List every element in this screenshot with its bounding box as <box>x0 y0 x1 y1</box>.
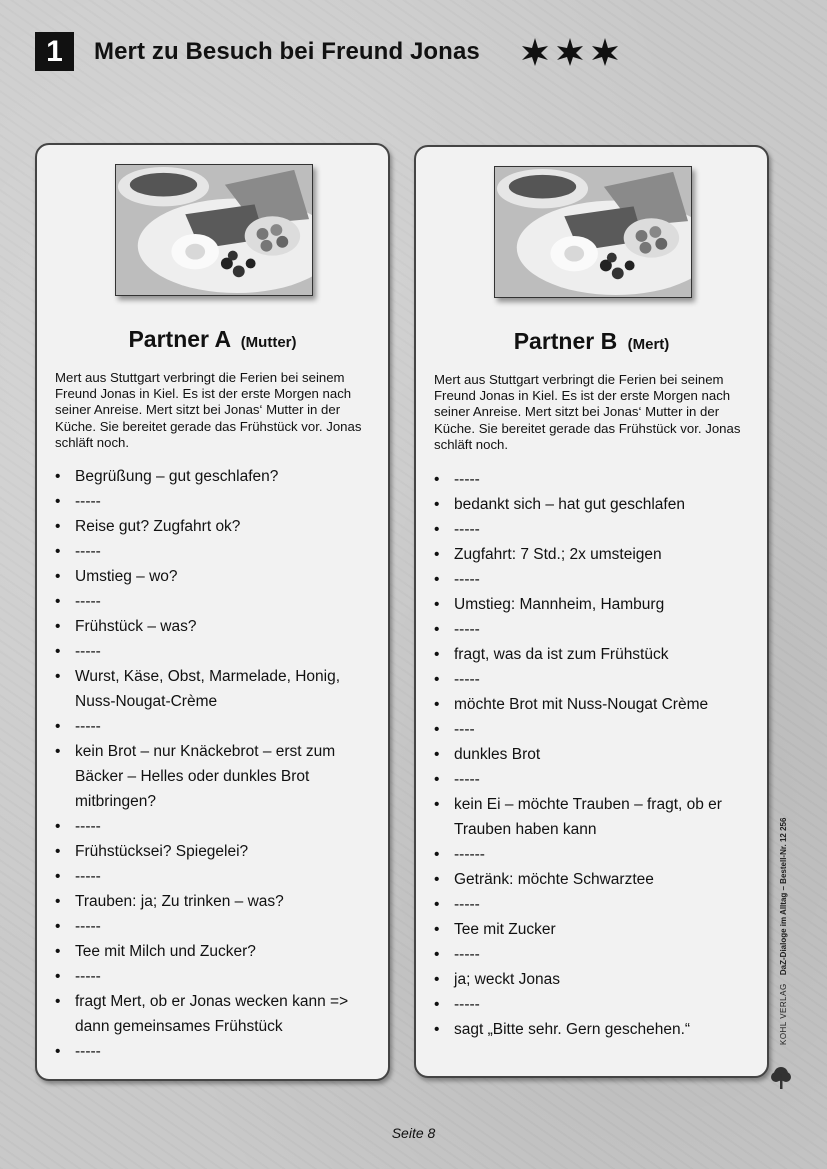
partner-b-list <box>434 467 759 1042</box>
list-item: • möchte Brot mit Nuss-Nougat Crème <box>434 692 759 717</box>
list-item: • ----- <box>434 942 759 967</box>
list-item: • sagt „Bitte sehr. Gern geschehen.“ <box>434 1017 759 1042</box>
list-item: • fragt Mert, ob er Jonas wecken kann => dann gemeinsames Frühstück <box>55 989 380 1039</box>
list-item: • Reise gut? Zugfahrt ok? <box>55 514 380 539</box>
list-item: • kein Ei – möchte Trauben – fragt, ob er Trauben haben kann <box>434 792 759 842</box>
list-item: • ----- <box>55 814 380 839</box>
breakfast-photo <box>494 166 692 298</box>
list-item: • ----- <box>55 714 380 739</box>
breakfast-photo <box>115 164 313 296</box>
list-item: • ----- <box>55 1039 380 1064</box>
list-item: • ----- <box>434 567 759 592</box>
list-item: • ----- <box>55 539 380 564</box>
partner-a-title: Partner A (Mutter) <box>128 326 297 352</box>
list-item: • ja; weckt Jonas <box>434 967 759 992</box>
list-item: • ----- <box>55 864 380 889</box>
star-icon <box>520 37 550 67</box>
list-item: • ----- <box>55 639 380 664</box>
list-item: • Frühstücksei? Spiegelei? <box>55 839 380 864</box>
order-number: DaZ-Dialoge im Alltag – Bestell-Nr. 12 256 <box>779 817 788 976</box>
publisher-name: KOHL VERLAG <box>779 983 788 1045</box>
list-item: • bedankt sich – hat gut geschlafen <box>434 492 759 517</box>
list-item: • ----- <box>434 617 759 642</box>
list-item: • ----- <box>434 992 759 1017</box>
star-icon <box>555 37 585 67</box>
list-item: • ----- <box>55 964 380 989</box>
list-item: • kein Brot – nur Knäckebrot – erst zum Bäcker – Helles oder dunkles Brot mitbringen? <box>55 739 380 814</box>
worksheet-header <box>35 32 620 71</box>
list-item: • ----- <box>434 667 759 692</box>
partner-b-role: (Mert) <box>627 336 670 353</box>
partner-a-list <box>55 464 380 1064</box>
list-item: • ----- <box>434 767 759 792</box>
publisher-sidebar <box>779 818 788 1045</box>
list-item: • Trauben: ja; Zu trinken – was? <box>55 889 380 914</box>
exercise-number: 1 <box>35 32 74 71</box>
list-item: • Wurst, Käse, Obst, Marmelade, Honig, Nuss-Nougat-Crème <box>55 664 380 714</box>
partner-b-title: Partner B (Mert) <box>513 328 670 354</box>
list-item: • Getränk: möchte Schwarztee <box>434 867 759 892</box>
partner-a-role: (Mutter) <box>240 334 297 351</box>
list-item: • Frühstück – was? <box>55 614 380 639</box>
partner-b-card <box>414 145 769 1078</box>
list-item: • ----- <box>434 892 759 917</box>
partner-a-card <box>35 143 390 1081</box>
list-item: • Tee mit Zucker <box>434 917 759 942</box>
list-item: • ----- <box>434 517 759 542</box>
list-item: • Umstieg – wo? <box>55 564 380 589</box>
list-item: • ----- <box>55 589 380 614</box>
list-item: • ----- <box>434 467 759 492</box>
list-item: • ----- <box>55 914 380 939</box>
partner-a-intro: Mert aus Stuttgart verbringt die Ferien bei seinem Freund Jonas in Kiel. Es ist der erste Morgen nach seiner Anreise. Mert sitzt bei Jonas‘ Mutter in der Küche. Sie bereitet gerade das Frühstück vor. Jonas schläft noch. <box>55 370 362 450</box>
list-item: • Tee mit Milch und Zucker? <box>55 939 380 964</box>
list-item: • ------ <box>434 842 759 867</box>
page-number: Seite 8 <box>391 1125 436 1141</box>
difficulty-stars <box>520 37 620 67</box>
list-item: • dunkles Brot <box>434 742 759 767</box>
list-item: • fragt, was da ist zum Frühstück <box>434 642 759 667</box>
list-item: • ----- <box>55 489 380 514</box>
tree-icon <box>770 1066 792 1090</box>
partner-b-intro: Mert aus Stuttgart verbringt die Ferien bei seinem Freund Jonas in Kiel. Es ist der erste Morgen nach seiner Anreise. Mert sitzt bei Jonas‘ Mutter in der Küche. Sie bereitet gerade das Frühstück vor. Jonas schläft noch. <box>434 372 741 452</box>
list-item: • Umstieg: Mannheim, Hamburg <box>434 592 759 617</box>
star-icon <box>590 37 620 67</box>
list-item: • Zugfahrt: 7 Std.; 2x umsteigen <box>434 542 759 567</box>
page-title: Mert zu Besuch bei Freund Jonas <box>94 37 480 65</box>
list-item: • Begrüßung – gut geschlafen? <box>55 464 380 489</box>
list-item: • ---- <box>434 717 759 742</box>
